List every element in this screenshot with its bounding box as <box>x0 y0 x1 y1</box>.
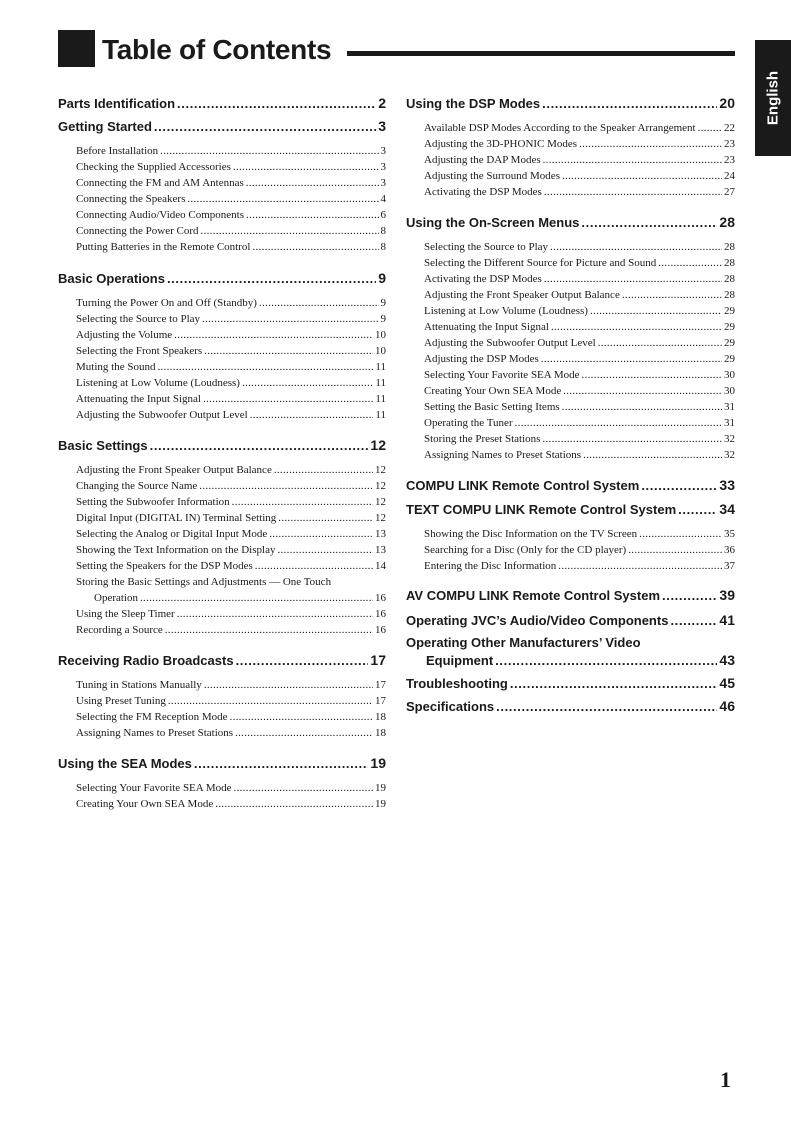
toc-entry-label: Selecting Your Favorite SEA Mode <box>76 782 232 794</box>
toc-entry-label: Using the Sleep Timer <box>76 608 175 620</box>
toc-entry <box>424 272 735 286</box>
dot-leader <box>590 304 722 318</box>
dot-leader <box>544 185 722 199</box>
toc-entry-label: Turning the Power On and Off (Standby) <box>76 297 257 309</box>
dot-leader <box>234 781 373 795</box>
toc-entry-label: Before Installation <box>76 145 159 157</box>
toc-entry-page: 29 <box>724 337 735 349</box>
dot-leader <box>558 559 722 573</box>
toc-entry-page: 29 <box>724 305 735 317</box>
dot-leader <box>250 408 374 422</box>
dot-leader <box>150 438 369 454</box>
dot-leader <box>544 272 722 286</box>
toc-entry <box>76 781 386 795</box>
toc-entry-label: Assigning Names to Preset Stations <box>76 727 234 739</box>
toc-section-page: 9 <box>378 270 386 286</box>
toc-entry-label: Searching for a Disc (Only for the CD player) <box>424 544 627 556</box>
toc-entry-label: Putting Batteries in the Remote Control <box>76 241 251 253</box>
toc-section-page: 34 <box>719 501 735 517</box>
dot-leader <box>277 543 373 557</box>
dot-leader <box>215 797 373 811</box>
dot-leader <box>203 392 373 406</box>
toc-entry-page: 11 <box>375 361 386 373</box>
toc-section <box>406 214 735 231</box>
dot-leader <box>204 344 373 358</box>
toc-entry-page: 14 <box>375 560 386 572</box>
dot-leader <box>541 352 722 366</box>
toc-entry-page: 11 <box>375 409 386 421</box>
toc-entry <box>76 479 386 493</box>
toc-entry-page: 31 <box>724 401 735 413</box>
dot-leader <box>187 192 378 206</box>
toc-section-page: 28 <box>719 214 735 230</box>
toc-entry-label: Adjusting the 3D-PHONIC Modes <box>424 138 578 150</box>
toc-entry-label-cont: Operation <box>94 592 138 604</box>
toc-entry <box>76 176 386 190</box>
dot-leader <box>177 607 373 621</box>
toc-entry-page: 28 <box>724 273 735 285</box>
toc-entry-page: 16 <box>375 592 386 604</box>
toc-entry-label: Showing the Text Information on the Display <box>76 544 276 556</box>
toc-entry-label: Storing the Preset Stations <box>424 433 541 445</box>
dot-leader <box>160 144 378 158</box>
toc-entry-page: 13 <box>375 544 386 556</box>
toc-section-page: 17 <box>370 652 386 668</box>
toc-entry <box>76 543 386 557</box>
toc-entry-page: 11 <box>375 393 386 405</box>
dot-leader <box>140 591 373 605</box>
toc-entry-page: 32 <box>724 433 735 445</box>
toc-entry-page: 36 <box>724 544 735 556</box>
toc-entry-page: 19 <box>375 798 386 810</box>
toc-entry-page: 28 <box>724 241 735 253</box>
toc-section-page: 2 <box>378 95 386 111</box>
toc-section-title: AV COMPU LINK Remote Control System <box>406 588 661 603</box>
toc-entry-label: Activating the DSP Modes <box>424 273 542 285</box>
toc-entry <box>424 153 735 167</box>
toc-section-page: 46 <box>719 698 735 714</box>
toc-entry-label: Tuning in Stations Manually <box>76 679 202 691</box>
dot-leader <box>579 137 722 151</box>
dot-leader <box>230 710 373 724</box>
toc-section <box>406 95 735 112</box>
toc-entry <box>76 208 386 222</box>
dot-leader <box>581 215 717 231</box>
toc-section <box>406 587 735 604</box>
toc-section-page: 3 <box>378 118 386 134</box>
toc-entry-page: 28 <box>724 289 735 301</box>
toc-entry <box>424 240 735 254</box>
toc-section-page: 20 <box>719 95 735 111</box>
toc-entry-page: 10 <box>375 345 386 357</box>
dot-leader <box>236 653 369 669</box>
dot-leader <box>255 559 373 573</box>
toc-entry <box>424 448 735 462</box>
toc-section <box>406 698 735 715</box>
toc-entry <box>424 384 735 398</box>
toc-entry-label: Selecting the Analog or Digital Input Mode <box>76 528 268 540</box>
toc-entry <box>76 495 386 509</box>
toc-entry-page: 31 <box>724 417 735 429</box>
toc-section-title: Receiving Radio Broadcasts <box>58 653 234 668</box>
dot-leader <box>202 312 378 326</box>
toc-entry-label: Selecting the Front Speakers <box>76 345 203 357</box>
toc-section-page: 39 <box>719 587 735 603</box>
toc-entry-label: Creating Your Own SEA Mode <box>424 385 562 397</box>
toc-entry <box>424 137 735 151</box>
toc-section-title: Basic Settings <box>58 438 148 453</box>
toc-entry-label: Setting the Subwoofer Information <box>76 496 230 508</box>
toc-entry-label: Attenuating the Input Signal <box>424 321 549 333</box>
toc-section <box>58 95 386 112</box>
page-title: Table of Contents <box>102 34 332 65</box>
toc-entry-label: Adjusting the DSP Modes <box>424 353 539 365</box>
toc-entry <box>76 360 386 374</box>
toc-section-title: Getting Started <box>58 119 152 134</box>
toc-entry-label: Activating the DSP Modes <box>424 186 542 198</box>
toc-entry <box>424 432 735 446</box>
dot-leader <box>233 160 379 174</box>
toc-section <box>406 477 735 494</box>
toc-section-title: COMPU LINK Remote Control System <box>406 478 640 493</box>
toc-entry-label: Changing the Source Name <box>76 480 198 492</box>
dot-leader <box>167 271 376 287</box>
toc-entry-page: 10 <box>375 329 386 341</box>
toc-entry <box>76 559 386 573</box>
toc-entry-label: Adjusting the Front Speaker Output Balance <box>424 289 620 301</box>
toc-entry-page: 3 <box>380 177 386 189</box>
toc-entry-label: Assigning Names to Preset Stations <box>424 449 582 461</box>
toc-entry-label: Setting the Basic Setting Items <box>424 401 560 413</box>
dot-leader <box>165 623 373 637</box>
toc-entry-page: 17 <box>375 695 386 707</box>
toc-entry <box>76 160 386 174</box>
toc-entry-label: Selecting the Different Source for Picture and Sound <box>424 257 657 269</box>
toc-entry-page: 27 <box>724 186 735 198</box>
toc-section-title: Specifications <box>406 699 495 714</box>
toc-entry <box>76 240 386 254</box>
dot-leader <box>274 463 373 477</box>
dot-leader <box>562 400 722 414</box>
toc-entry-label: Selecting the Source to Play <box>76 313 201 325</box>
toc-entry-page: 12 <box>375 464 386 476</box>
toc-section-title: Operating JVC’s Audio/Video Components <box>406 613 669 628</box>
toc-entry-page: 23 <box>724 154 735 166</box>
toc-entry <box>424 256 735 270</box>
dot-leader <box>246 208 379 222</box>
toc-entry-page: 3 <box>380 161 386 173</box>
toc-entry <box>76 192 386 206</box>
dot-leader <box>495 653 717 669</box>
toc-entry-page: 11 <box>375 377 386 389</box>
dot-leader <box>678 502 717 518</box>
toc-entry-page: 16 <box>375 608 386 620</box>
toc-entry <box>424 527 735 541</box>
toc-entry <box>76 527 386 541</box>
language-tab <box>755 40 791 156</box>
toc-entry-page: 8 <box>380 241 386 253</box>
toc-section-title: Operating Other Manufacturers’ Video <box>406 635 641 650</box>
dot-leader <box>235 726 373 740</box>
dot-leader <box>259 296 379 310</box>
dot-leader <box>582 368 722 382</box>
toc-section <box>58 437 386 454</box>
toc-entry-label: Selecting the FM Reception Mode <box>76 711 228 723</box>
toc-section-title: Using the SEA Modes <box>58 756 192 771</box>
toc-entry <box>76 296 386 310</box>
title-rule <box>347 51 735 56</box>
toc-entry <box>76 511 386 525</box>
toc-entry <box>424 543 735 557</box>
toc-entry <box>424 416 735 430</box>
dot-leader <box>583 448 722 462</box>
dot-leader <box>622 288 722 302</box>
toc-entry-label: Adjusting the Front Speaker Output Balance <box>76 464 272 476</box>
toc-entry <box>424 121 735 135</box>
toc-entry-page: 4 <box>380 193 386 205</box>
toc-entry-label: Selecting Your Favorite SEA Mode <box>424 369 580 381</box>
toc-entry-label: Operating the Tuner <box>424 417 513 429</box>
dot-leader <box>562 169 722 183</box>
dot-leader <box>194 756 369 772</box>
toc-entry <box>76 144 386 158</box>
dot-leader <box>542 96 717 112</box>
dot-leader <box>542 432 722 446</box>
dot-leader <box>242 376 373 390</box>
toc-entry <box>94 591 386 605</box>
dot-leader <box>550 240 722 254</box>
toc-entry-page: 8 <box>380 225 386 237</box>
toc-entry-label: Adjusting the DAP Modes <box>424 154 541 166</box>
toc-section-page: 19 <box>370 755 386 771</box>
toc-entry-label: Entering the Disc Information <box>424 560 557 572</box>
dot-leader <box>157 360 373 374</box>
dot-leader <box>598 336 722 350</box>
dot-leader <box>551 320 722 334</box>
dot-leader <box>154 119 376 135</box>
toc-section <box>426 652 735 669</box>
dot-leader <box>628 543 722 557</box>
toc-entry <box>424 368 735 382</box>
toc-entry-page: 23 <box>724 138 735 150</box>
dot-leader <box>658 256 722 270</box>
toc-entry <box>424 304 735 318</box>
toc-entry-page: 6 <box>380 209 386 221</box>
toc-entry-label: Adjusting the Subwoofer Output Level <box>424 337 596 349</box>
dot-leader <box>201 224 379 238</box>
toc-entry <box>424 400 735 414</box>
toc-section <box>58 270 386 287</box>
toc-entry-label: Adjusting the Subwoofer Output Level <box>76 409 248 421</box>
toc-entry <box>76 463 386 477</box>
toc-entry <box>76 607 386 621</box>
toc-entry <box>76 376 386 390</box>
toc-entry-page: 24 <box>724 170 735 182</box>
toc-section-title: TEXT COMPU LINK Remote Control System <box>406 502 677 517</box>
toc-section-title: Troubleshooting <box>406 676 508 691</box>
dot-leader <box>177 96 376 112</box>
toc-entry-page: 18 <box>375 727 386 739</box>
toc-entry <box>76 224 386 238</box>
toc-entry-label: Connecting the FM and AM Antennas <box>76 177 244 189</box>
toc-section-title: Using the DSP Modes <box>406 96 541 111</box>
toc-entry-page: 3 <box>380 145 386 157</box>
toc-entry <box>76 344 386 358</box>
toc-entry-page: 22 <box>724 122 735 134</box>
dot-leader <box>204 678 373 692</box>
toc-entry-label: Listening at Low Volume (Loudness) <box>424 305 588 317</box>
dot-leader <box>543 153 722 167</box>
toc-section-page: 43 <box>719 652 735 668</box>
toc-entry <box>76 623 386 637</box>
toc-entry-page: 12 <box>375 480 386 492</box>
dot-leader <box>278 511 373 525</box>
toc-section-page: 41 <box>719 612 735 628</box>
toc-entry-page: 28 <box>724 257 735 269</box>
toc-entry <box>76 392 386 406</box>
dot-leader <box>496 699 717 715</box>
toc-entry <box>424 169 735 183</box>
language-tab-label: English <box>764 70 782 126</box>
toc-entry-label: Using Preset Tuning <box>76 695 166 707</box>
toc-entry-page: 13 <box>375 528 386 540</box>
toc-entry <box>76 797 386 811</box>
toc-entry-label: Attenuating the Input Signal <box>76 393 201 405</box>
toc-entry <box>424 185 735 199</box>
toc-entry-label: Recording a Source <box>76 624 163 636</box>
toc-entry-label: Listening at Low Volume (Loudness) <box>76 377 240 389</box>
toc-entry-label: Selecting the Source to Play <box>424 241 549 253</box>
toc-entry-page: 17 <box>375 679 386 691</box>
dot-leader <box>641 478 717 494</box>
toc-entry-page: 18 <box>375 711 386 723</box>
toc-entry <box>76 312 386 326</box>
toc-entry-label: Checking the Supplied Accessories <box>76 161 231 173</box>
toc-entry-page: 29 <box>724 353 735 365</box>
dot-leader <box>563 384 722 398</box>
page-number: 1 <box>720 1067 731 1092</box>
toc-entry-label: Available DSP Modes According to the Speaker Arrangement <box>424 122 696 134</box>
toc-entry <box>76 710 386 724</box>
title-marker-block <box>58 30 95 67</box>
toc-section-page: 12 <box>370 437 386 453</box>
toc-entry <box>76 694 386 708</box>
dot-leader <box>269 527 373 541</box>
toc-entry-page: 9 <box>380 313 386 325</box>
toc-entry-page: 35 <box>724 528 735 540</box>
toc-entry <box>76 726 386 740</box>
toc-entry <box>424 352 735 366</box>
toc-entry-label: Showing the Disc Information on the TV Screen <box>424 528 638 540</box>
toc-entry-label: Storing the Basic Settings and Adjustments — One Touch <box>76 576 332 588</box>
toc-entry-label: Creating Your Own SEA Mode <box>76 798 214 810</box>
dot-leader <box>174 328 373 342</box>
toc-entry-page: 12 <box>375 512 386 524</box>
toc-entry-page: 32 <box>724 449 735 461</box>
dot-leader <box>639 527 722 541</box>
toc-entry <box>76 408 386 422</box>
dot-leader <box>670 613 717 629</box>
toc-entry <box>424 288 735 302</box>
toc-entry-label: Connecting the Power Cord <box>76 225 199 237</box>
toc-section <box>406 501 735 518</box>
dot-leader <box>698 121 722 135</box>
dot-leader <box>510 676 718 692</box>
toc-entry-page: 29 <box>724 321 735 333</box>
toc-entry-label: Adjusting the Volume <box>76 329 173 341</box>
toc-entry <box>424 320 735 334</box>
toc-entry-page: 19 <box>375 782 386 794</box>
dot-leader <box>199 479 373 493</box>
toc-section <box>58 755 386 772</box>
toc-section <box>58 118 386 135</box>
toc-entry-page: 30 <box>724 385 735 397</box>
toc-entry <box>424 336 735 350</box>
toc-entry-label: Digital Input (DIGITAL IN) Terminal Setting <box>76 512 277 524</box>
toc-section-page: 33 <box>719 477 735 493</box>
dot-leader <box>252 240 378 254</box>
toc-entry-page: 9 <box>380 297 386 309</box>
toc-entry <box>424 559 735 573</box>
dot-leader <box>168 694 373 708</box>
toc-entry <box>76 328 386 342</box>
toc-section <box>406 612 735 629</box>
toc-entry <box>76 678 386 692</box>
toc-section-title: Using the On-Screen Menus <box>406 215 580 230</box>
toc-entry-label: Muting the Sound <box>76 361 156 373</box>
dot-leader <box>232 495 373 509</box>
dot-leader <box>515 416 722 430</box>
toc-section-title: Basic Operations <box>58 271 165 286</box>
toc-section-title: Parts Identification <box>58 96 176 111</box>
dot-leader <box>662 588 717 604</box>
toc-entry-label: Connecting the Speakers <box>76 193 186 205</box>
toc-entry-page: 12 <box>375 496 386 508</box>
toc-entry-label: Connecting Audio/Video Components <box>76 209 244 221</box>
toc-entry-label: Adjusting the Surround Modes <box>424 170 560 182</box>
toc-entry-label: Setting the Speakers for the DSP Modes <box>76 560 253 572</box>
toc-entry-page: 37 <box>724 560 735 572</box>
dot-leader <box>246 176 379 190</box>
toc-section-title-cont: Equipment <box>426 653 494 668</box>
toc-entry-page: 30 <box>724 369 735 381</box>
toc-entry-page: 16 <box>375 624 386 636</box>
toc-section <box>58 652 386 669</box>
toc-section-page: 45 <box>719 675 735 691</box>
toc-section <box>406 675 735 692</box>
